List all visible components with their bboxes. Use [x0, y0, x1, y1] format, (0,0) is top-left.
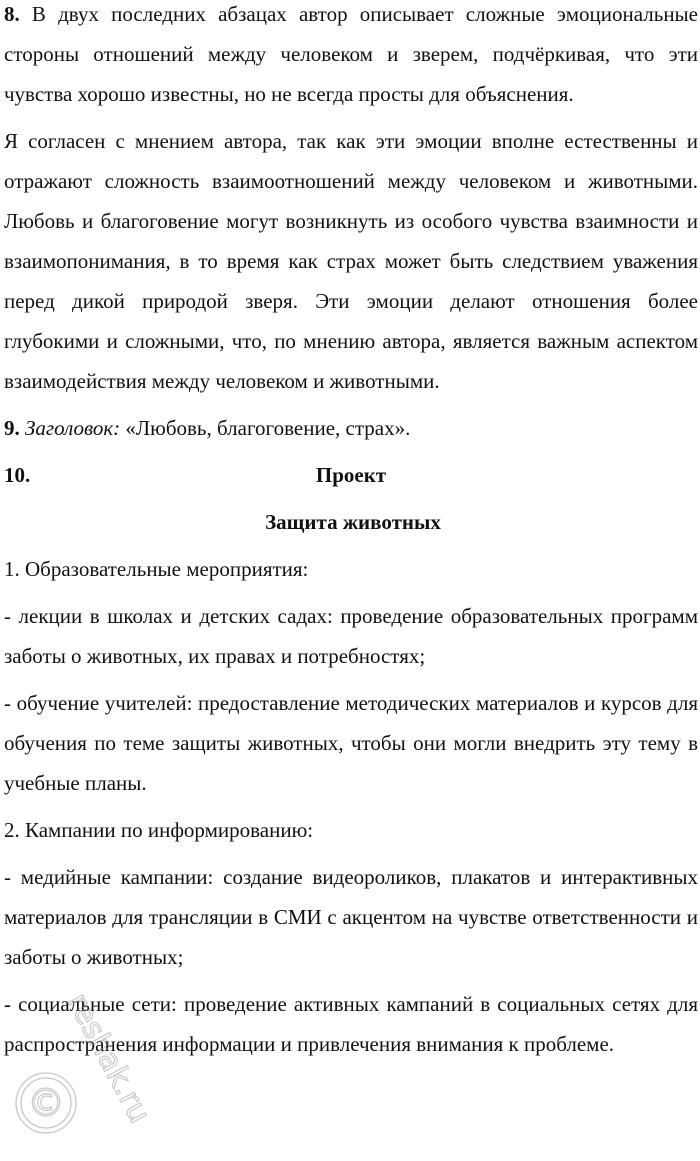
project-title: Проект: [315, 463, 387, 487]
section-2-bullet-1: - медийные кампании: создание видеороликов, плакатов и интерактивных материалов для трансляции в СМИ с акцентом на чувстве ответственности и заботы о животных;: [4, 865, 698, 969]
item-9-label: Заголовок:: [25, 416, 121, 440]
svg-text:reshak.ru: reshak.ru: [59, 987, 158, 1129]
section-1-bullet-1: - лекции в школах и детских садах: проведение образовательных программ заботы о животных, их правах и потребностях;: [4, 604, 698, 668]
item-9-title-text: «Любовь, благоговение, страх».: [120, 416, 411, 440]
section-2-heading: 2. Кампании по информированию:: [4, 818, 314, 842]
section-1-bullet-2: - обучение учителей: предоставление методических материалов и курсов для обучения по теме защиты животных, чтобы они могли внедрить эту тему в учебные планы.: [4, 691, 698, 795]
item-8-text: В двух последних абзацах автор описывает сложные эмоциональные стороны отношений между человеком и зверем, подчёркивая, что эти чувства хорошо известны, но не всегда просты для объяснения.: [4, 2, 698, 106]
item-9-number: 9.: [4, 416, 20, 440]
project-subtitle: Защита животных: [265, 510, 441, 534]
item-8-number: 8.: [4, 2, 20, 26]
item-8-paragraph: [4, 0, 698, 114]
item-10-heading: [4, 455, 698, 495]
opinion-paragraph: Я согласен с мнением автора, так как эти эмоции вполне естественны и отражают сложность взаимоотношений между человеком и животными. Любовь и благоговение могут возникнуть из особого чувства взаимности и взаимопонимания, в то время как страх может быть следствием уважения перед дикой природой зверя. Эти эмоции делают отношения более глубокими и сложными, что, по мнению автора, является важным аспектом взаимодействия между человеком и животными.: [4, 129, 698, 393]
section-1-heading: 1. Образовательные мероприятия:: [4, 557, 309, 581]
item-10-number: 10.: [4, 463, 31, 487]
svg-text:©: ©: [27, 1081, 65, 1125]
section-2-bullet-2: - социальные сети: проведение активных кампаний в социальных сетях для распространения информации и привлечения внимания к проблеме.: [4, 992, 698, 1056]
item-9-paragraph: [4, 408, 698, 448]
